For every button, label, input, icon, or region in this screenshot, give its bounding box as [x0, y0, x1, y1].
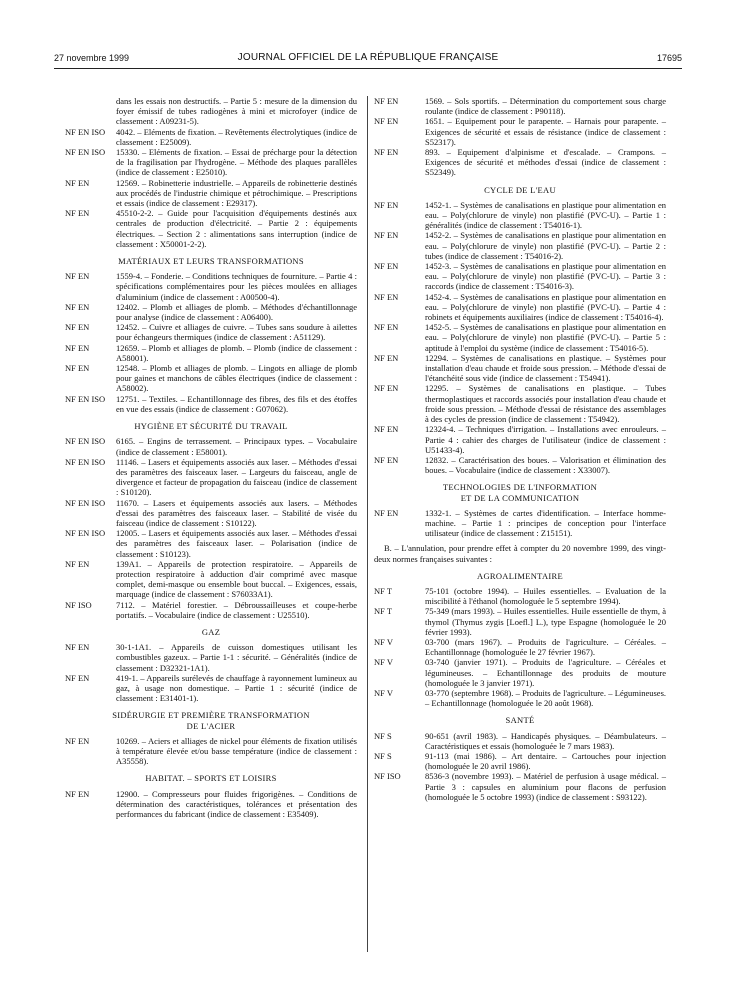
standard-description: dans les essais non destructifs. – Partie 5 : mesure de la dimension du foyer émissif de tubes radiogènes à mini et microfoyer (indice de classement : A09231-5).: [116, 96, 357, 127]
section-heading: [65, 627, 357, 637]
standard-description: 03-770 (septembre 1968). – Produits de l'agriculture. – Légumineuses. – Echantillonnage (homologuée le 20 août 1968).: [425, 687, 666, 709]
standard-ref: NF EN ISO: [65, 147, 106, 158]
standard-description: 893. – Equipement d'alpinisme et d'escalade. – Crampons. – Exigences de sécurité et méthodes d'essai (indice de classement : S52349).: [425, 147, 666, 178]
standard-ref: NF EN: [374, 424, 399, 435]
standard-description: 11670. – Lasers et équipements associés aux lasers. – Méthodes d'essai des paramètres des faisceaux laser. – Stabilité de visée du faisceau (indice de classement : S10122).: [116, 497, 357, 528]
standard-ref: NF EN: [65, 301, 90, 312]
standard-entry: [374, 96, 666, 116]
standard-ref: NF V: [374, 687, 393, 698]
standard-ref: NF EN ISO: [65, 393, 106, 404]
standard-description: 1559-4. – Fonderie. – Conditions techniques de fourniture. – Partie 4 : spécifications complémentaires pour les pièces moulées en alliages d'aluminium (indice de classement : A00500-4).: [116, 271, 357, 302]
standard-ref: NF EN: [374, 507, 399, 518]
standard-entry: [374, 116, 666, 147]
standard-ref: NF EN: [374, 322, 399, 333]
standard-description: 15330. – Eléments de fixation. – Essai de précharge pour la détection de la fragilisation par l'hydrogène. – Méthode des plaques parallèles (indice de classement : E25010).: [116, 147, 357, 178]
standard-description: 6165. – Engins de terrassement. – Principaux types. – Vocabulaire (indice de classement : E58001).: [116, 436, 357, 457]
standard-description: 139A1. – Appareils de protection respiratoire. – Appareils de protection respiratoire à adduction d'air comprimé avec masque complet, demi-masque ou ensemble bout buccal. – Exigences, essais, marquage (indice de classement : S76033A1).: [116, 558, 357, 600]
standard-entry: [65, 302, 357, 322]
standard-entry: [65, 271, 357, 302]
standard-entry: [65, 673, 357, 704]
standard-ref: NF EN: [374, 383, 399, 394]
standard-description: 419-1. – Appareils surélevés de chauffage à rayonnement lumineux au gaz, à usage non domestique. – Partie 1 : sécurité (indice de classement : E31401-1).: [116, 672, 357, 704]
standard-ref: NF EN: [374, 261, 399, 272]
standard-description: 1651. – Equipement pour le parapente. – Harnais pour parapente. – Exigences de sécurité et essais de résistance (indice de classement : S52317).: [425, 116, 666, 147]
standard-entry: [374, 657, 666, 688]
standard-entry: [374, 200, 666, 231]
standard-ref: NF EN: [65, 342, 90, 353]
header-date: 27 novembre 1999: [54, 53, 130, 63]
standard-entry: [65, 559, 357, 600]
standard-entry: [65, 394, 357, 414]
section-heading-text: MATÉRIAUX ET LEURS TRANSFORMATIONS: [118, 256, 304, 267]
standard-entry: [65, 127, 357, 147]
standard-description: 12005. – Lasers et équipements associés aux laser. – Méthodes d'essai des paramètres des faisceaux laser. – Polarisation (indice de classement : S10123).: [116, 528, 357, 559]
standard-description: 1452-5. – Systèmes de canalisations en plastique pour alimentation en eau. – Poly(chlorure de vinyle) non plastifié (PVC-U). – Partie 5 : aptitude à l'emploi du système (indice de classement : T54016-5).: [425, 322, 666, 353]
standard-description: 1452-1. – Systèmes de canalisations en plastique pour alimentation en eau. – Poly(chlorure de vinyle) non plastifié (PVC-U). – Partie 1 : généralités (indice de classement : T54016-1).: [425, 199, 666, 231]
standard-ref: NF EN: [65, 177, 90, 188]
standard-description: 1452-2. – Systèmes de canalisations en plastique pour alimentation en eau. – Poly(chlorure de vinyle) non plastifié (PVC-U). – Partie 2 : tubes (indice de classement : T54016-2).: [425, 230, 666, 261]
standard-entry: [374, 261, 666, 292]
standard-ref: NF V: [374, 636, 393, 647]
header-page-number: 17695: [656, 53, 682, 63]
standard-entry: [65, 96, 357, 127]
standard-ref: NF EN ISO: [65, 528, 106, 539]
standard-description: 7112. – Matériel forestier. – Débroussailleuses et coupe-herbe portatifs. – Vocabulaire (indice de classement : U25510).: [116, 599, 357, 620]
standard-ref: NF EN ISO: [65, 456, 106, 467]
section-heading-text-line2: ET DE LA COMMUNICATION: [460, 492, 580, 503]
section-heading: [374, 715, 666, 725]
standard-ref: NF EN: [374, 291, 399, 302]
section-heading-text: SANTÉ: [505, 715, 535, 726]
standard-ref: NF T: [374, 585, 393, 596]
standard-entry: [374, 383, 666, 424]
standard-entry: [374, 455, 666, 475]
standard-description: 12294. – Systèmes de canalisations en plastique. – Systèmes pour installation d'eau chaude et froide sous pression. – Méthode d'essai de l'étanchéité sous vide (indice de classement : T54941).: [425, 352, 666, 384]
section-heading: [374, 185, 666, 195]
standard-ref: NF ISO: [65, 599, 92, 610]
standard-ref: NF EN: [65, 208, 90, 219]
standard-entry: [374, 424, 666, 455]
standard-description: 30-1-1A1. – Appareils de cuisson domestiques utilisant les combustibles gazeux. – Partie 1-1 : sécurité. – Généralités (indice de classement : D32321-1A1).: [116, 642, 357, 673]
standard-entry: [374, 586, 666, 606]
standard-entry: [65, 178, 357, 209]
header-rule: [54, 68, 682, 69]
standard-entry: [374, 771, 666, 802]
standard-ref: NF S: [374, 730, 392, 741]
standard-entry: [374, 731, 666, 751]
standard-description: 11146. – Lasers et équipements associés aux laser. – Méthodes d'essai des paramètres des faisceaux laser. – Largeurs du faisceau, angle de divergence et facteur de propagation du faisceau (indice de classement : S10120).: [116, 456, 357, 498]
standard-entry: [65, 436, 357, 456]
standard-description: 75-349 (mars 1993). – Huiles essentielles. Huile essentielle de thym, à thymol (Thymus zygis [Loefl.] L.), type Espagne (homologuée le 20 février 1993).: [425, 606, 666, 637]
column-divider: [367, 96, 368, 952]
standard-ref: NF ISO: [374, 771, 401, 782]
standard-description: 1332-1. – Systèmes de cartes d'identification. – Interface homme-machine. – Partie 1 : principes de conception pour l'interface utilisateur (indice de classement : Z15151).: [425, 507, 666, 539]
standard-ref: NF EN: [65, 558, 90, 569]
standard-entry: [65, 498, 357, 529]
standard-description: 8536-3 (novembre 1993). – Matériel de perfusion à usage médical. – Partie 3 : capsules en aluminium pour flacons de perfusion (homologuée le 5 octobre 1993) (indice de classement : S93122).: [425, 771, 666, 802]
standard-ref: NF EN: [374, 352, 399, 363]
standard-ref: NF T: [374, 606, 393, 617]
standard-ref: NF EN: [374, 147, 399, 158]
section-heading-text: GAZ: [201, 626, 221, 637]
standard-ref: NF EN: [374, 116, 399, 127]
section-heading-text: HABITAT. – SPORTS ET LOISIRS: [145, 773, 277, 784]
standard-ref: NF EN: [374, 454, 399, 465]
standard-entry: [374, 637, 666, 657]
standard-description: 12402. – Plomb et alliages de plomb. – Méthodes d'échantillonnage pour analyse (indice de classement : A06400).: [116, 301, 357, 323]
standard-description: 4042. – Eléments de fixation. – Revêtements électrolytiques (indice de classement : E25009).: [116, 126, 357, 147]
standard-entry: [374, 230, 666, 261]
standard-ref: NF EN ISO: [65, 497, 106, 508]
right-column: [374, 96, 666, 802]
standard-description: 12569. – Robinetterie industrielle. – Appareils de robinetterie destinés aux procédés de l'industrie chimique et pétrochimique. – Prescriptions et essais (indice de classement : E29317).: [116, 177, 357, 209]
standard-description: 12832. – Caractérisation des boues. – Valorisation et élimination des boues. – Vocabulaire (indice de classement : X33007).: [425, 454, 666, 476]
standard-entry: [65, 457, 357, 498]
standard-description: 12452. – Cuivre et alliages de cuivre. – Tubes sans soudure à ailettes pour échangeurs thermiques (indice de classement : A51129).: [116, 322, 357, 343]
standard-entry: [374, 322, 666, 353]
standard-ref: NF EN: [65, 788, 90, 799]
standard-entry: [374, 147, 666, 178]
standard-description: 10269. – Aciers et alliages de nickel pour éléments de fixation utilisés à température élevée et/ou basse température (indice de classement : A35558).: [116, 735, 357, 767]
standard-ref: NF EN: [65, 322, 90, 333]
standard-entry: [65, 208, 357, 249]
standard-ref: NF V: [374, 657, 393, 668]
standard-description: 1569. – Sols sportifs. – Détermination du comportement sous charge roulante (indice de classement : P90118).: [425, 96, 666, 117]
section-heading-text-line2: DE L'ACIER: [186, 720, 236, 731]
standard-entry: [374, 508, 666, 539]
standard-description: 90-651 (avril 1983). – Handicapés physiques. – Déambulateurs. – Caractéristiques et essais (homologuée le 7 mars 1983).: [425, 730, 666, 751]
standard-ref: NF EN: [65, 642, 90, 653]
standard-description: 75-101 (octobre 1994). – Huiles essentielles. – Evaluation de la miscibilité à l'éthanol (homologuée le 5 septembre 1994).: [425, 585, 666, 607]
section-heading: [65, 256, 357, 266]
standard-ref: NF EN: [374, 230, 399, 241]
standard-entry: [374, 353, 666, 384]
annulation-paragraph: B. – L'annulation, pour prendre effet à compter du 20 novembre 1999, des vingt-deux normes françaises suivantes :: [374, 543, 666, 564]
section-heading: [374, 571, 666, 581]
section-heading-text: AGROALIMENTAIRE: [477, 570, 563, 581]
standard-description: 03-700 (mars 1967). – Produits de l'agriculture. – Céréales. – Echantillonnage (homologuée le 27 février 1967).: [425, 636, 666, 658]
standard-ref: NF EN ISO: [65, 436, 106, 447]
section-heading: [65, 421, 357, 431]
standard-ref: NF S: [374, 750, 392, 761]
section-heading-text: SIDÉRURGIE ET PREMIÈRE TRANSFORMATION: [112, 710, 310, 721]
standard-ref: NF EN: [374, 96, 399, 106]
standard-entry: [65, 789, 357, 820]
standard-description: 12324-4. – Techniques d'irrigation. – Installations avec enrouleurs. – Partie 4 : cahier des charges de l'utilisateur (indice de classement : U51433-4).: [425, 424, 666, 455]
standard-entry: [65, 528, 357, 559]
section-heading-text: TECHNOLOGIES DE L'INFORMATION: [442, 482, 598, 493]
standard-entry: [374, 688, 666, 708]
left-column: [65, 96, 357, 819]
standard-description: 03-740 (janvier 1971). – Produits de l'agriculture. – Céréales et légumineuses. – Echantillonnage des produits de mouture (homologuée le 3 janvier 1971).: [425, 657, 666, 688]
standard-description: 12751. – Textiles. – Echantillonnage des fibres, des fils et des étoffes en vue des essais (indice de classement : G07062).: [116, 393, 357, 414]
standard-ref: NF EN ISO: [65, 126, 106, 137]
standard-entry: [374, 751, 666, 771]
standard-description: 1452-3. – Systèmes de canalisations en plastique pour alimentation en eau. – Poly(chlorure de vinyle) non plastifié (PVC-U). – Partie 3 : raccords (indice de classement : T54016-3).: [425, 261, 666, 292]
page-header: [54, 50, 682, 66]
standard-entry: [65, 343, 357, 363]
standard-description: 1452-4. – Systèmes de canalisations en plastique pour alimentation en eau. – Poly(chlorure de vinyle) non plastifié (PVC-U). – Partie 4 : robinets et équipements auxiliaires (indice de classement : T54016-4).: [425, 291, 666, 323]
section-heading: [65, 773, 357, 783]
standard-entry: [65, 600, 357, 620]
standard-ref: NF EN: [65, 672, 90, 683]
standard-ref: NF EN: [65, 271, 90, 282]
section-heading-text: HYGIÈNE ET SÉCURITÉ DU TRAVAIL: [134, 421, 288, 432]
section-heading: [374, 482, 666, 502]
standard-ref: NF EN: [65, 735, 90, 746]
standard-entry: [374, 292, 666, 323]
standard-description: 12900. – Compresseurs pour fluides frigorigènes. – Conditions de détermination des caractéristiques, tolérances et présentation des performances du fabricant (indice de classement : E35409).: [116, 788, 357, 819]
section-heading: [65, 710, 357, 730]
standard-entry: [65, 363, 357, 394]
header-title: JOURNAL OFFICIEL DE LA RÉPUBLIQUE FRANÇAISE: [237, 52, 499, 63]
standard-description: 12295. – Systèmes de canalisations en plastique. – Tubes thermoplastiques et raccords associés pour installation d'eau chaude et froide sous pression. – Méthode d'essai de résistance des assemblages à des cycles de pression (indice de classement : T54942).: [425, 383, 666, 425]
standard-ref: NF EN: [374, 199, 399, 210]
standard-entry: [65, 642, 357, 673]
standard-description: 45510-2-2. – Guide pour l'acquisition d'équipements destinés aux centrales de production d'électricité. – Partie 2 : équipements électriques. – Section 2 : alimentations sans interruption (indice de classement : X50001-2-2).: [116, 208, 357, 249]
standard-description: 12659. – Plomb et alliages de plomb. – Plomb (indice de classement : A58001).: [116, 342, 357, 363]
standard-description: 12548. – Plomb et alliages de plomb. – Lingots en alliage de plomb pour gaines et manchons de câbles électriques (indice de classement : A58002).: [116, 363, 357, 394]
standard-entry: [65, 147, 357, 178]
standard-description: 91-113 (mai 1986). – Art dentaire. – Cartouches pour injection (homologuée le 20 avril 1986).: [425, 750, 666, 772]
standard-ref: NF EN: [65, 363, 90, 374]
standard-entry: [65, 322, 357, 342]
section-heading-text: CYCLE DE L'EAU: [484, 184, 556, 195]
standard-entry: [374, 606, 666, 637]
standard-entry: [65, 736, 357, 767]
